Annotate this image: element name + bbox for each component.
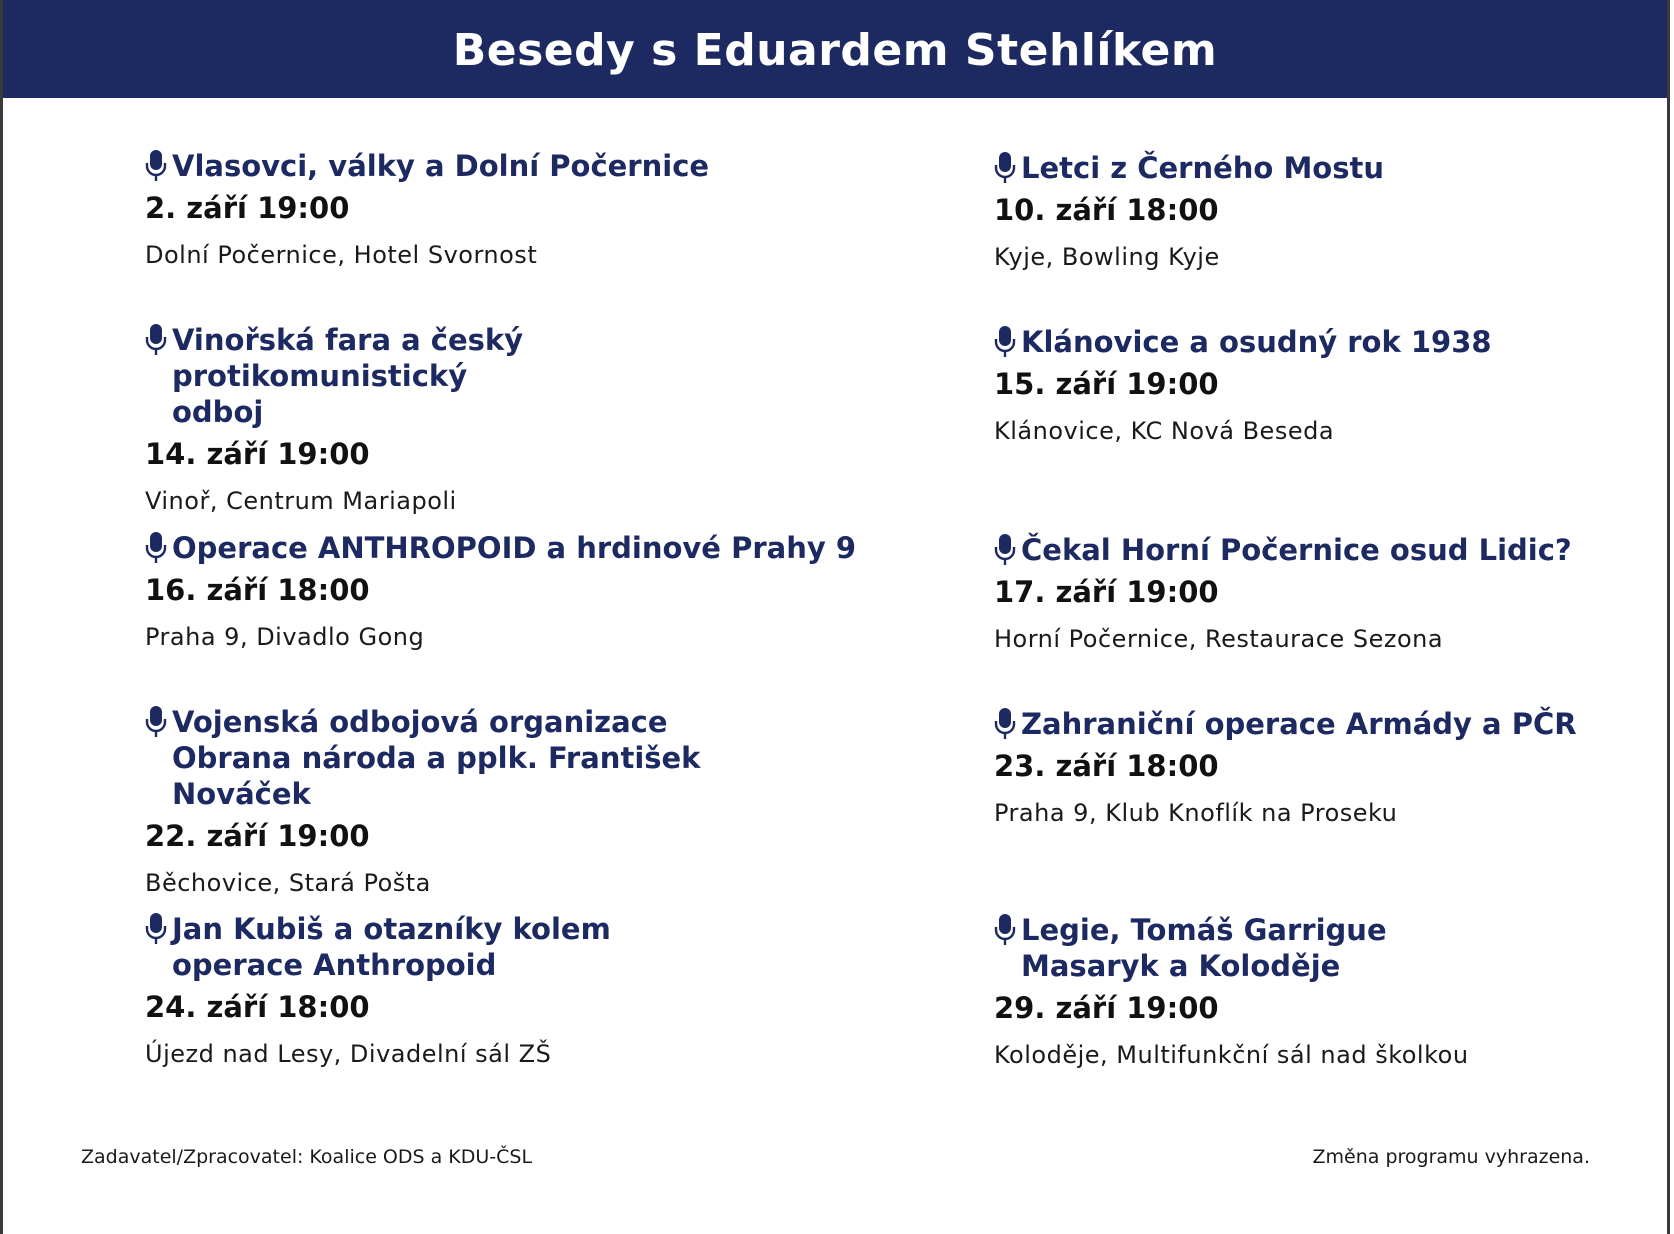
event-place: Újezd nad Lesy, Divadelní sál ZŠ <box>145 1040 552 1068</box>
microphone-icon <box>145 322 167 358</box>
microphone-icon <box>145 704 167 740</box>
event-item <box>994 912 1494 1070</box>
event-place: Praha 9, Divadlo Gong <box>145 623 425 651</box>
event-place: Koloděje, Multifunkční sál nad školkou <box>994 1041 1469 1069</box>
event-place: Klánovice, KC Nová Beseda <box>994 417 1335 445</box>
microphone-icon <box>994 706 1016 742</box>
event-date: 15. září 19:00 <box>994 367 1219 401</box>
event-place: Horní Počernice, Restaurace Sezona <box>994 625 1444 653</box>
event-date: 22. září 19:00 <box>145 819 370 853</box>
event-item <box>994 532 1674 654</box>
event-place: Běchovice, Stará Pošta <box>145 869 431 897</box>
event-date: 17. září 19:00 <box>994 575 1219 609</box>
page-title: Besedy s Eduardem Stehlíkem <box>452 24 1218 76</box>
event-date: 29. září 19:00 <box>994 991 1219 1025</box>
event-item <box>145 530 865 652</box>
microphone-icon <box>994 532 1016 568</box>
event-title: Jan Kubiš a otazníky kolem operace Anthropoid <box>145 911 615 983</box>
event-place: Dolní Počernice, Hotel Svornost <box>145 241 538 269</box>
event-title: Vojenská odbojová organizace Obrana národa a pplk. František Nováček <box>145 704 795 812</box>
footer-note: Změna programu vyhrazena. <box>1312 1146 1590 1168</box>
header-banner <box>3 0 1667 98</box>
event-title: Čekal Horní Počernice osud Lidic? <box>994 532 1674 568</box>
event-date: 24. září 18:00 <box>145 990 370 1024</box>
event-date: 16. září 18:00 <box>145 573 370 607</box>
event-place: Vinoř, Centrum Mariapoli <box>145 487 457 515</box>
event-item <box>994 150 1674 272</box>
event-title: Operace ANTHROPOID a hrdinové Prahy 9 <box>145 530 865 566</box>
event-date: 14. září 19:00 <box>145 437 370 471</box>
event-date: 10. září 18:00 <box>994 193 1219 227</box>
event-item <box>145 148 845 270</box>
event-title: Letci z Černého Mostu <box>994 150 1674 186</box>
event-item <box>145 322 565 516</box>
event-title: Zahraniční operace Armády a PČR <box>994 706 1674 742</box>
event-title: Vlasovci, války a Dolní Počernice <box>145 148 845 184</box>
event-date: 23. září 18:00 <box>994 749 1219 783</box>
event-title: Vinořská fara a český protikomunistický odboj <box>145 322 565 430</box>
microphone-icon <box>145 148 167 184</box>
microphone-icon <box>994 324 1016 360</box>
microphone-icon <box>994 912 1016 948</box>
event-item <box>145 704 795 898</box>
microphone-icon <box>145 911 167 947</box>
event-title: Klánovice a osudný rok 1938 <box>994 324 1674 360</box>
event-item <box>994 706 1674 828</box>
event-date: 2. září 19:00 <box>145 191 350 225</box>
event-place: Kyje, Bowling Kyje <box>994 243 1220 271</box>
event-item <box>145 911 615 1069</box>
microphone-icon <box>145 530 167 566</box>
footer-sponsor: Zadavatel/Zpracovatel: Koalice ODS a KDU-ČSL <box>81 1146 533 1168</box>
event-place: Praha 9, Klub Knoflík na Proseku <box>994 799 1398 827</box>
event-item <box>994 324 1674 446</box>
event-title: Legie, Tomáš Garrigue Masaryk a Koloděje <box>994 912 1494 984</box>
microphone-icon <box>994 150 1016 186</box>
